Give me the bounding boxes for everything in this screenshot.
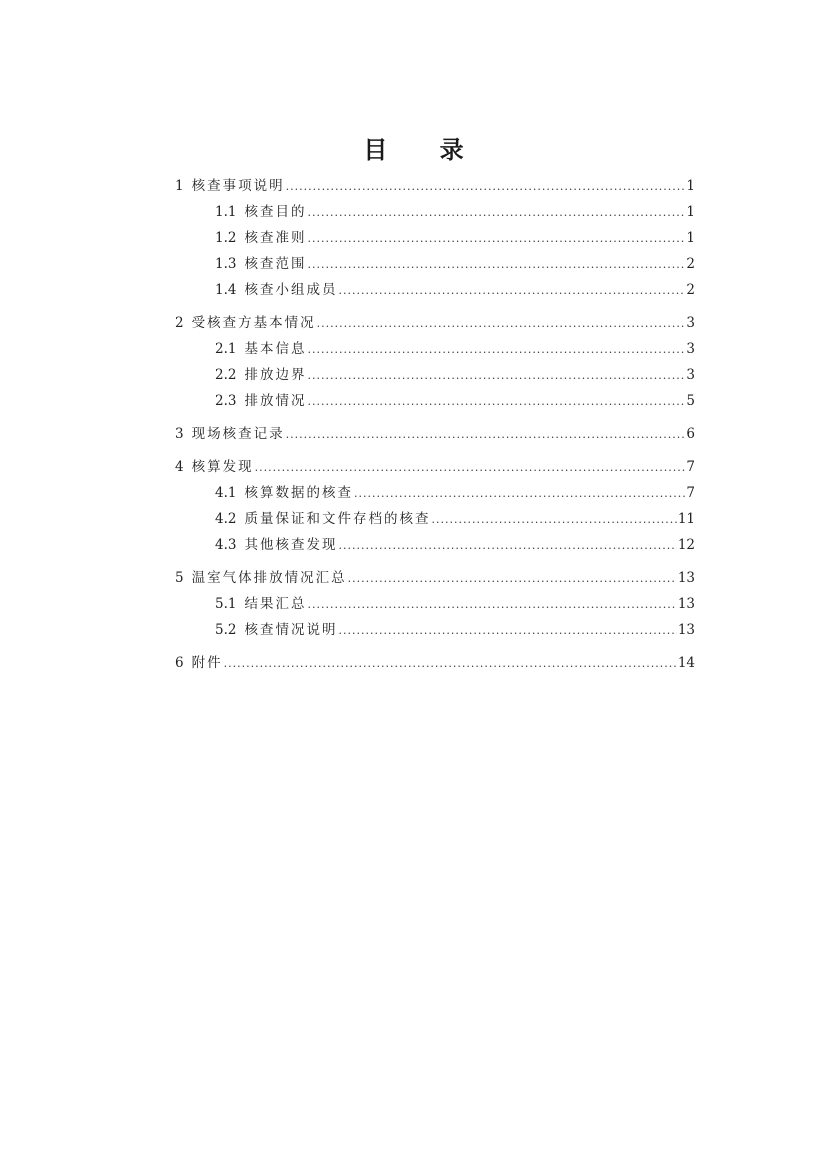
toc-label: 现场核查记录 [191, 426, 285, 442]
toc-page-number: 3 [686, 315, 695, 331]
toc-number: 1.2 [215, 230, 237, 246]
toc-page-number: 3 [686, 367, 695, 383]
toc-label: 附件 [191, 655, 223, 671]
toc-number: 1.3 [215, 256, 237, 272]
dot-leader [348, 566, 677, 592]
toc-entry-1-2[interactable] [175, 225, 695, 251]
toc-entry-2-2[interactable] [175, 362, 695, 388]
toc-number: 4.2 [215, 511, 237, 527]
toc-entry-5[interactable] [175, 565, 695, 591]
toc-label: 核查范围 [244, 256, 307, 272]
toc-page-number: 14 [677, 655, 695, 671]
toc-label: 核查小组成员 [244, 282, 338, 298]
toc-label: 核算数据的核查 [244, 485, 353, 501]
toc-label: 温室气体排放情况汇总 [191, 570, 347, 586]
toc-label: 基本信息 [244, 341, 307, 357]
toc-entry-4-3[interactable] [175, 532, 695, 558]
toc-number: 2.2 [215, 367, 237, 383]
toc-number: 1.4 [215, 282, 237, 298]
dot-leader [317, 311, 686, 337]
toc-number: 3 [175, 426, 184, 442]
dot-leader [307, 200, 685, 226]
toc-entry-2-1[interactable] [175, 336, 695, 362]
toc-page-number: 6 [686, 426, 695, 442]
toc-label: 核算发现 [191, 459, 254, 475]
toc-page-number: 3 [686, 341, 695, 357]
toc-number: 4 [175, 459, 184, 475]
toc-entry-4-2[interactable] [175, 506, 695, 532]
table-of-contents [175, 173, 695, 676]
toc-entry-1-1[interactable] [175, 199, 695, 225]
toc-page-number: 5 [686, 393, 695, 409]
toc-entry-4[interactable] [175, 454, 695, 480]
toc-number: 2 [175, 315, 184, 331]
dot-leader [307, 252, 685, 278]
page-title: 目 录 [363, 136, 486, 164]
toc-label: 核查情况说明 [244, 622, 338, 638]
toc-number: 2.3 [215, 393, 237, 409]
toc-page-number: 7 [686, 485, 695, 501]
dot-leader [307, 337, 685, 363]
toc-entry-3[interactable] [175, 421, 695, 447]
toc-number: 1 [175, 178, 184, 194]
toc-entry-5-1[interactable] [175, 591, 695, 617]
toc-entry-1-3[interactable] [175, 251, 695, 277]
dot-leader [307, 592, 676, 618]
toc-label: 其他核查发现 [244, 537, 338, 553]
toc-entry-2-3[interactable] [175, 388, 695, 414]
toc-entry-2[interactable] [175, 310, 695, 336]
toc-page-number: 7 [686, 459, 695, 475]
toc-page-number: 2 [686, 282, 695, 298]
dot-leader [307, 389, 685, 415]
toc-page-number: 1 [686, 230, 695, 246]
dot-leader [431, 507, 676, 533]
toc-page-number: 13 [677, 596, 695, 612]
toc-number: 4.3 [215, 537, 237, 553]
toc-entry-4-1[interactable] [175, 480, 695, 506]
toc-label: 排放边界 [244, 367, 307, 383]
toc-page-number: 1 [686, 204, 695, 220]
dot-leader [338, 533, 676, 559]
dot-leader [286, 422, 686, 448]
dot-leader [307, 226, 685, 252]
toc-number: 4.1 [215, 485, 237, 501]
dot-leader [224, 651, 677, 677]
toc-page-number: 2 [686, 256, 695, 272]
dot-leader [255, 455, 686, 481]
dot-leader [338, 278, 685, 304]
toc-label: 核查准则 [244, 230, 307, 246]
toc-label: 受核查方基本情况 [191, 315, 316, 331]
toc-label: 排放情况 [244, 393, 307, 409]
toc-number: 1.1 [215, 204, 237, 220]
toc-label: 质量保证和文件存档的核查 [244, 511, 431, 527]
toc-page-number: 12 [677, 537, 695, 553]
dot-leader [338, 618, 676, 644]
toc-page-number: 1 [686, 178, 695, 194]
toc-number: 5.2 [215, 622, 237, 638]
toc-entry-6[interactable] [175, 650, 695, 676]
dot-leader [307, 363, 685, 389]
toc-label: 核查事项说明 [191, 178, 285, 194]
toc-entry-1[interactable] [175, 173, 695, 199]
toc-page-number: 13 [677, 570, 695, 586]
dot-leader [354, 481, 685, 507]
toc-number: 6 [175, 655, 184, 671]
toc-entry-1-4[interactable] [175, 277, 695, 303]
toc-page-number: 13 [677, 622, 695, 638]
dot-leader [286, 174, 686, 200]
toc-entry-5-2[interactable] [175, 617, 695, 643]
toc-page-number: 11 [677, 511, 695, 527]
toc-number: 5.1 [215, 596, 237, 612]
toc-number: 2.1 [215, 341, 237, 357]
toc-label: 结果汇总 [244, 596, 307, 612]
toc-label: 核查目的 [244, 204, 307, 220]
toc-number: 5 [175, 570, 184, 586]
